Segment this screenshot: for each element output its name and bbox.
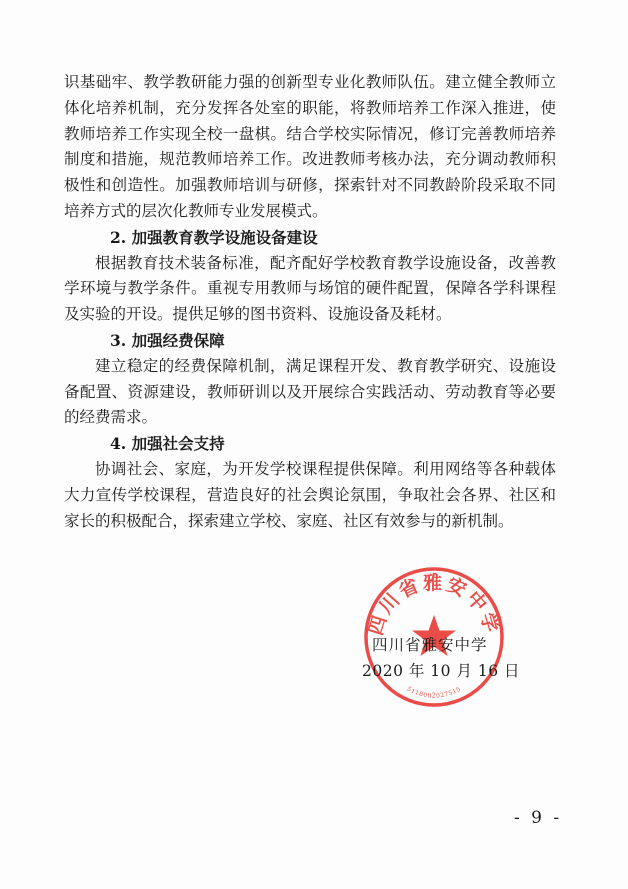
section-heading-funding: 3. 加强经费保障	[110, 330, 225, 350]
document-body	[64, 70, 556, 534]
page-number: - 9 -	[514, 808, 563, 828]
section-body-facilities: 根据教育技术装备标准，配齐配好学校教育教学设施设备，改善教学环境与教学条件。重视专用教师与场馆的硬件配置，保障各学科课程及实验的开设。提供足够的图书资料、设施设备及耗材。	[64, 253, 556, 324]
section-body-social-support: 协调社会、家庭，为开发学校课程提供保障。利用网络等各种载体大力宣传学校课程，营造良好的社会舆论氛围，争取社会各界、社区和家长的积极配合，探索建立学校、家庭、社区有效参与的新机制。	[64, 459, 556, 530]
section-heading-social-support: 4. 加强社会支持	[110, 434, 225, 454]
seal-serial-number: 5118002027515	[405, 685, 463, 700]
signature-organization: 四川省雅安中学	[372, 636, 488, 654]
section-body-funding: 建立稳定的经费保障机制，满足课程开发、教育教学研究、设施设备配置、资源建设，教师研训以及开展综合实践活动、劳动教育等必要的经费需求。	[64, 356, 556, 427]
section-heading-facilities: 2. 加强教育教学设施设备建设	[110, 227, 318, 247]
seal-ring-text: 四川省雅安中学	[364, 572, 504, 638]
signature-date: 2020 年 10 月 16 日	[362, 662, 521, 680]
intro-paragraph: 识基础牢、教学教研能力强的创新型专业化教师队伍。建立健全教师立体化培养机制，充分发挥各处室的职能，将教师培养工作深入推进，使教师培养工作实现全校一盘棋。结合学校实际情况，修订完善教师培养制度和措施，规范教师培养工作。改进教师考核办法，充分调动教师积极性和创造性。加强教师培训与研修，探索针对不同教龄阶段采取不同培养方式的层次化教师专业发展模式。	[64, 73, 556, 220]
